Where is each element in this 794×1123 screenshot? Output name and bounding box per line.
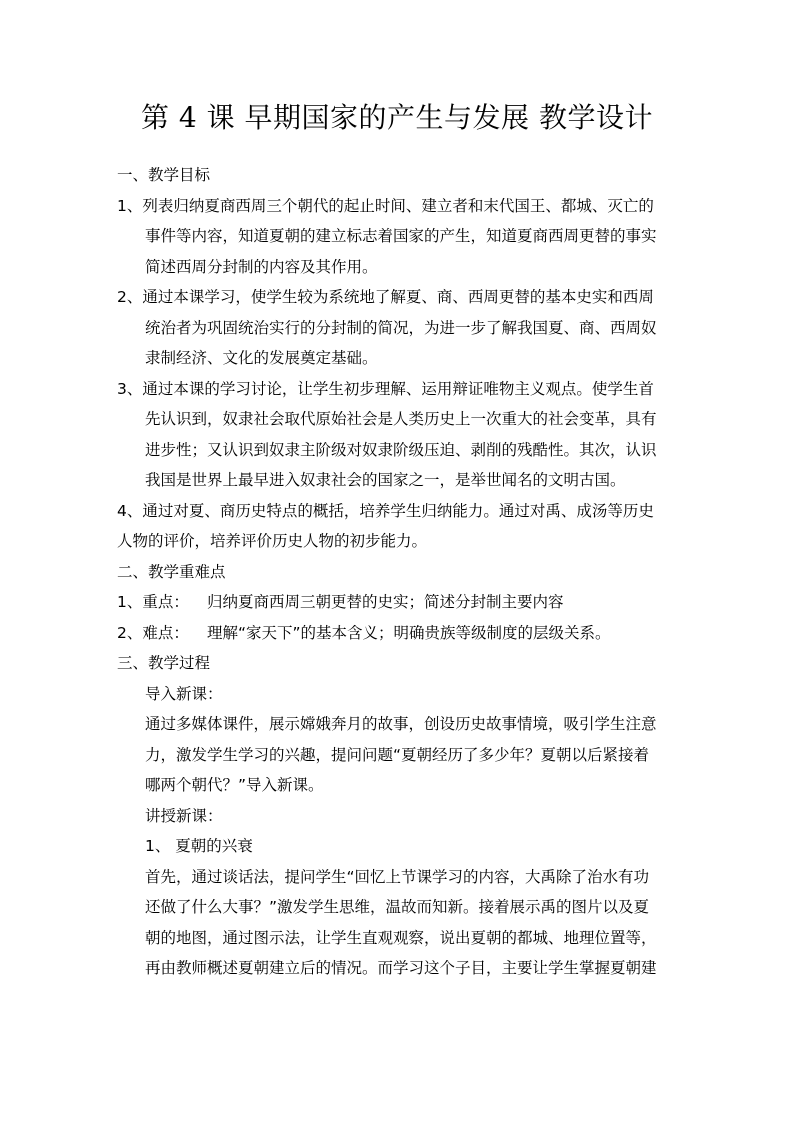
text-line: 统治者为巩固统治实行的分封制的简况，为进一步了解我国夏、商、西周奴 — [145, 318, 657, 337]
text-line: 哪两个朝代？”导入新课。 — [145, 776, 324, 794]
text-line: 2、通过本课学习，使学生较为系统地了解夏、商、西周更替的基本史实和西周 — [117, 288, 654, 306]
text-line: 人物的评价，培养评价历史人物的初步能力。 — [117, 532, 428, 550]
text-line: 力，激发学生学习的兴趣，提问问题“夏朝经历了多少年？夏朝以后紧接着 — [145, 745, 650, 764]
key-point-label: 1、重点： — [117, 593, 189, 611]
text-line: 事件等内容，知道夏朝的建立标志着国家的产生，知道夏商西周更替的事实 — [145, 227, 657, 245]
text-line: 首先，通过谈话法，提问学生“回忆上节课学习的内容，大禹除了治水有功 — [145, 867, 650, 886]
document-body — [117, 160, 687, 984]
text-line: 我国是世界上最早进入奴隶社会的国家之一，是举世闻名的文明古国。 — [145, 471, 626, 489]
text-line: 进步性；又认识到奴隶主阶级对奴隶阶级压迫、剥削的残酷性。其次，认识 — [145, 440, 657, 459]
objective-item-3 — [117, 374, 687, 496]
text-line: 3、通过本课的学习讨论，让学生初步理解、运用辩证唯物主义观点。使学生首 — [117, 379, 654, 398]
text-line: 简述西周分封制的内容及其作用。 — [145, 257, 378, 276]
text-line: 通过多媒体课件，展示嫦娥奔月的故事，创设历史故事情境，吸引学生注意 — [145, 715, 657, 733]
key-point-item — [117, 587, 687, 618]
text-line: 1、列表归纳夏商西周三个朝代的起止时间、建立者和末代国王、都城、灭亡的 — [117, 196, 654, 215]
section-heading-objectives: 一、教学目标 — [117, 166, 211, 184]
text-line: 再由教师概述夏朝建立后的情况。而学习这个子目，主要让学生掌握夏朝建 — [145, 959, 657, 977]
teach-label: 讲授新课： — [145, 806, 223, 825]
objective-item-1 — [117, 191, 687, 283]
text-line: 4、通过对夏、商历史特点的概括，培养学生归纳能力。通过对禹、成汤等历史 — [117, 501, 654, 520]
intro-label: 导入新课： — [145, 684, 223, 703]
intro-paragraph — [117, 709, 687, 801]
text-line: 朝的地图，通过图示法，让学生直观观察，说出夏朝的都城、地理位置等， — [145, 928, 657, 947]
section-heading-process: 三、教学过程 — [117, 654, 211, 672]
section-heading-key-points: 二、教学重难点 — [117, 562, 226, 581]
document-title: 第 4 课 早期国家的产生与发展 教学设计 — [141, 101, 653, 134]
text-line: 隶制经济、文化的发展奠定基础。 — [145, 349, 378, 367]
text-line: 先认识到，奴隶社会取代原始社会是人类历史上一次重大的社会变革，具有 — [145, 410, 657, 428]
difficult-point-text: 理解“家天下”的基本含义；明确贵族等级制度的层级关系。 — [207, 623, 611, 642]
difficult-point-label: 2、难点： — [117, 623, 189, 642]
text-line: 还做了什么大事？”激发学生思维，温故而知新。接着展示禹的图片以及夏 — [145, 898, 650, 916]
key-point-text: 归纳夏商西周三朝更替的史实；简述分封制主要内容 — [207, 593, 564, 611]
objective-item-4 — [117, 496, 687, 557]
difficult-point-item — [117, 618, 687, 649]
xia-paragraph — [117, 862, 687, 984]
objective-item-2 — [117, 282, 687, 374]
subsection-heading-xia: 1、 夏朝的兴衰 — [145, 837, 253, 855]
